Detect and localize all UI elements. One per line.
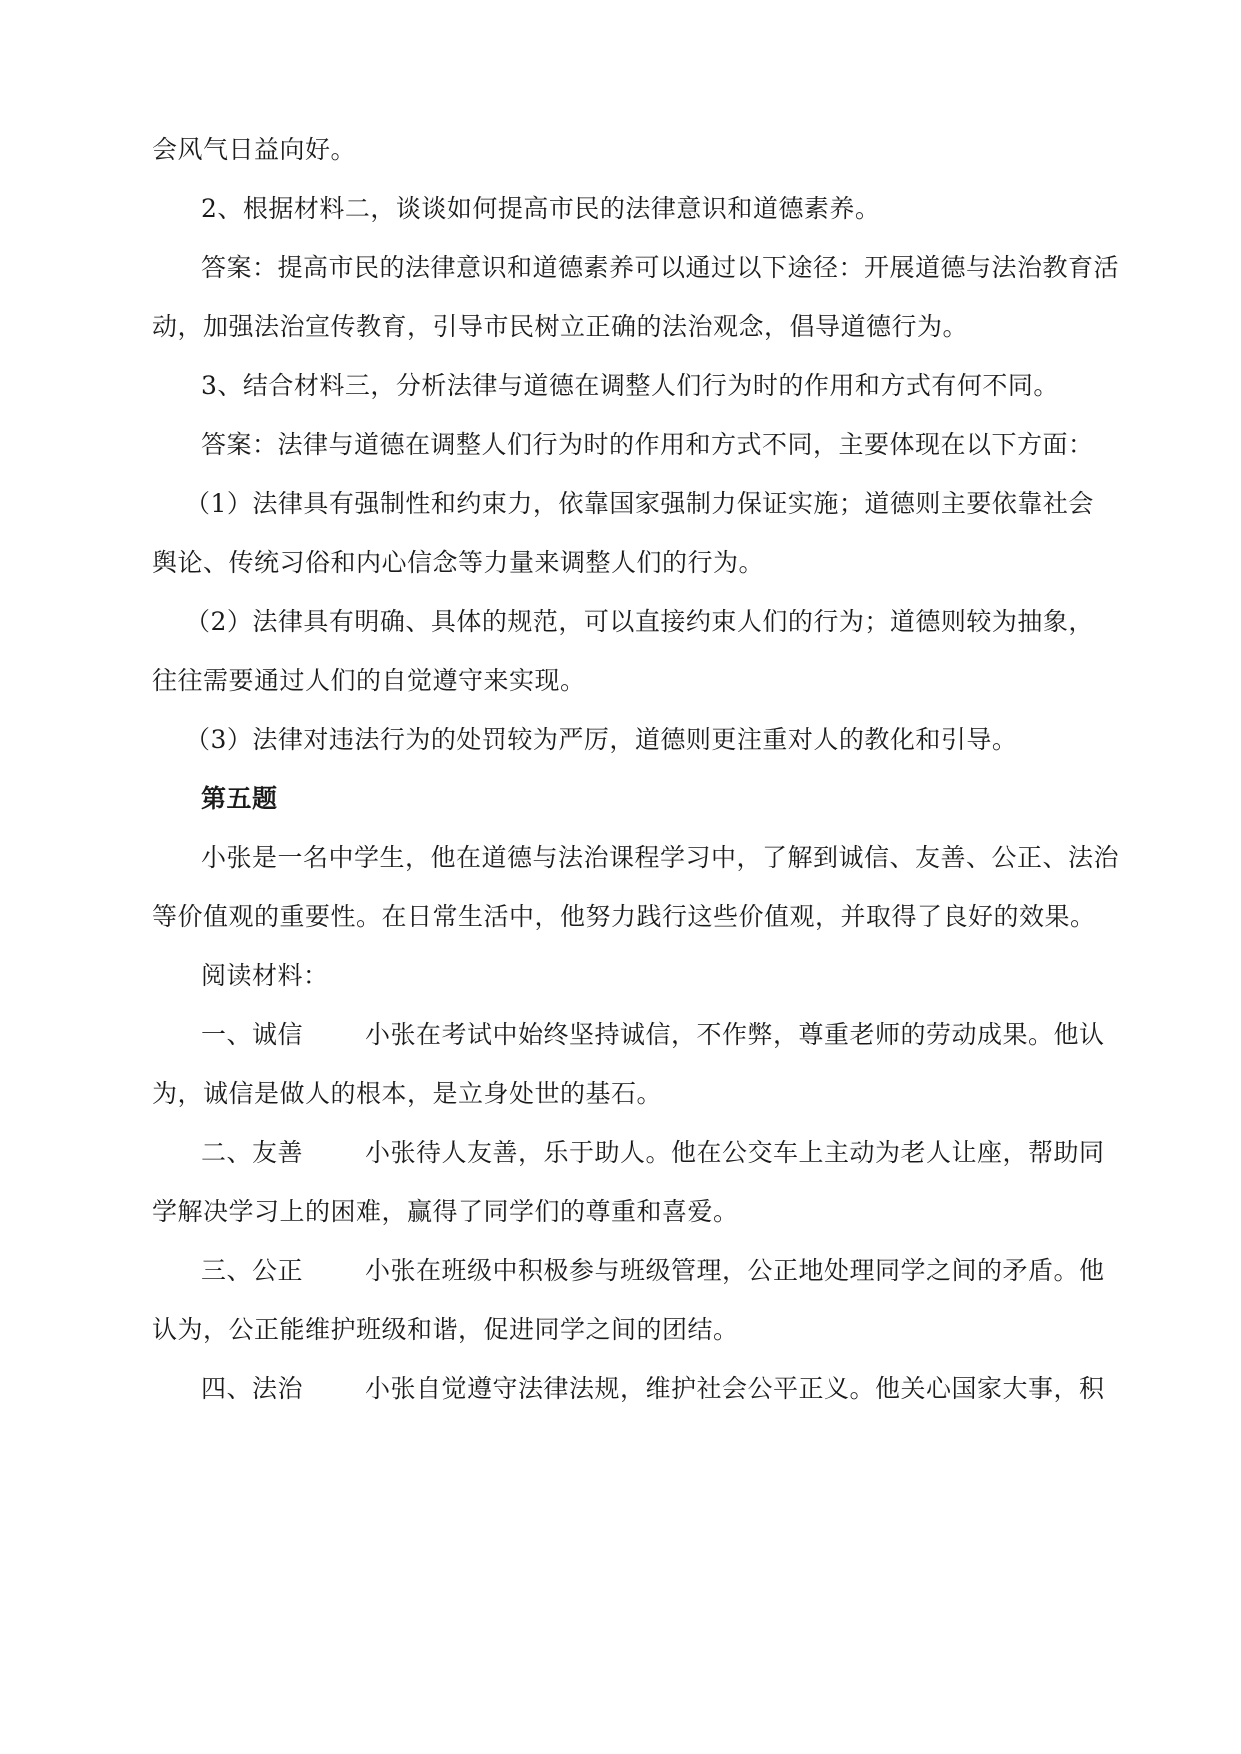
material-2-label: 二、友善: [201, 1138, 304, 1167]
reading-label: 阅读材料：: [201, 961, 329, 990]
material-4-line-1: [201, 1374, 1105, 1404]
material-3-text: 小张在班级中积极参与班级管理，公正地处理同学之间的矛盾。他: [365, 1256, 1105, 1285]
paragraph-line: 会风气日益向好。: [152, 135, 357, 164]
material-1-line-1: [201, 1020, 1105, 1050]
material-4-text: 小张自觉遵守法律法规，维护社会公平正义。他关心国家大事，积: [365, 1374, 1105, 1403]
material-4-label: 四、法治: [201, 1374, 304, 1403]
material-1-text: 小张在考试中始终坚持诚信，不作弊，尊重老师的劳动成果。他认: [365, 1020, 1105, 1049]
material-3-label: 三、公正: [201, 1256, 304, 1285]
answer-2-line-1: 答案：提高市民的法律意识和道德素养可以通过以下途径：开展道德与法治教育活: [201, 253, 1120, 282]
question-2: 2、根据材料二，谈谈如何提高市民的法律意识和道德素养。: [201, 194, 881, 223]
question-3: 3、结合材料三，分析法律与道德在调整人们行为时的作用和方式有何不同。: [201, 371, 1059, 400]
answer-3-point-1-line-1: （1）法律具有强制性和约束力，依靠国家强制力保证实施；道德则主要依靠社会: [185, 489, 1094, 518]
answer-3-point-3: （3）法律对违法行为的处罚较为严厉，道德则更注重对人的教化和引导。: [185, 725, 1018, 754]
material-1-line-2: 为，诚信是做人的根本，是立身处世的基石。: [152, 1079, 663, 1108]
intro-line-1: 小张是一名中学生，他在道德与法治课程学习中，了解到诚信、友善、公正、法治: [201, 843, 1120, 872]
material-2-line-2: 学解决学习上的困难，赢得了同学们的尊重和喜爱。: [152, 1197, 739, 1226]
section-title: 第五题: [201, 784, 278, 813]
answer-3-point-2-line-1: （2）法律具有明确、具体的规范，可以直接约束人们的行为；道德则较为抽象，: [185, 607, 1094, 636]
intro-line-2: 等价值观的重要性。在日常生活中，他努力践行这些价值观，并取得了良好的效果。: [152, 902, 1096, 931]
material-3-line-2: 认为，公正能维护班级和谐，促进同学之间的团结。: [152, 1315, 739, 1344]
answer-3-point-1-line-2: 舆论、传统习俗和内心信念等力量来调整人们的行为。: [152, 548, 765, 577]
material-3-line-1: [201, 1256, 1105, 1286]
answer-2-line-2: 动，加强法治宣传教育，引导市民树立正确的法治观念，倡导道德行为。: [152, 312, 969, 341]
answer-3-point-2-line-2: 往往需要通过人们的自觉遵守来实现。: [152, 666, 586, 695]
material-2-text: 小张待人友善，乐于助人。他在公交车上主动为老人让座，帮助同: [365, 1138, 1105, 1167]
material-2-line-1: [201, 1138, 1105, 1168]
material-1-label: 一、诚信: [201, 1020, 304, 1049]
answer-3-line-1: 答案：法律与道德在调整人们行为时的作用和方式不同，主要体现在以下方面：: [201, 430, 1094, 459]
